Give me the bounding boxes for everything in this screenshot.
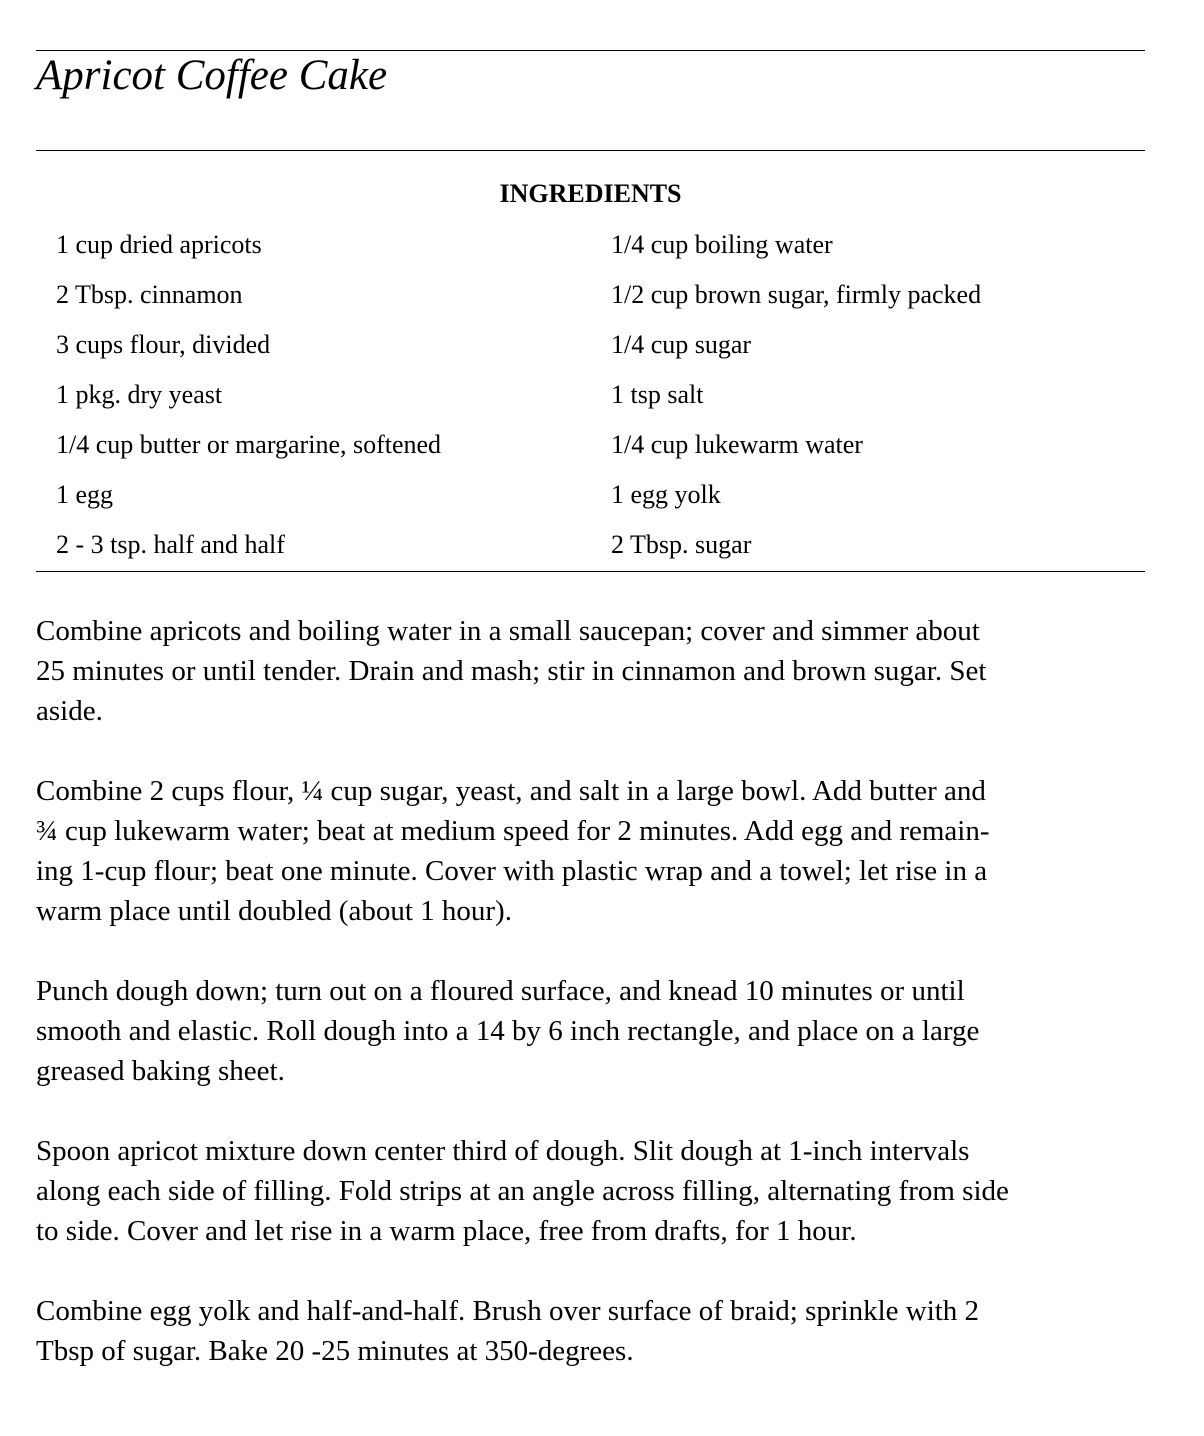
ingredient-item: 1/4 cup boiling water <box>611 230 833 259</box>
instruction-line: ing 1-cup flour; beat one minute. Cover with plastic wrap and a towel; let rise in a <box>36 855 988 887</box>
ingredient-item: 1/4 cup sugar <box>611 330 752 359</box>
instruction-line: Spoon apricot mixture down center third of dough. Slit dough at 1-inch intervals <box>36 1135 970 1167</box>
ingredient-item: 3 cups flour, divided <box>56 330 271 359</box>
instruction-line: smooth and elastic. Roll dough into a 14 by 6 inch rectangle, and place on a large <box>36 1015 980 1047</box>
ingredient-item: 1 pkg. dry yeast <box>56 380 223 409</box>
instruction-line: Tbsp of sugar. Bake 20 -25 minutes at 350-degrees. <box>36 1335 634 1367</box>
recipe-title: Apricot Coffee Cake <box>36 52 388 99</box>
instruction-line: Combine egg yolk and half-and-half. Brush over surface of braid; sprinkle with 2 <box>36 1295 980 1327</box>
ingredient-item: 2 Tbsp. cinnamon <box>56 280 243 309</box>
instructions <box>36 611 1145 1411</box>
ingredient-item: 1 cup dried apricots <box>56 230 262 259</box>
ingredients-top-rule <box>36 150 1145 151</box>
ingredient-item: 1/4 cup butter or margarine, softened <box>56 430 442 459</box>
instruction-line: along each side of filling. Fold strips at an angle across filling, alternating from side <box>36 1175 1009 1207</box>
ingredient-item: 1 egg <box>56 480 114 509</box>
ingredients-bottom-rule <box>36 571 1145 572</box>
instruction-line: warm place until doubled (about 1 hour). <box>36 895 512 927</box>
instruction-step-1 <box>36 611 1145 731</box>
instruction-line: Punch dough down; turn out on a floured surface, and knead 10 minutes or until <box>36 975 965 1007</box>
ingredients-heading: INGREDIENTS <box>499 179 682 208</box>
ingredient-item: 1/2 cup brown sugar, firmly packed <box>611 280 982 309</box>
ingredients-left-column <box>56 228 441 578</box>
ingredient-item: 2 - 3 tsp. half and half <box>56 530 285 559</box>
instruction-line: to side. Cover and let rise in a warm place, free from drafts, for 1 hour. <box>36 1215 857 1247</box>
instruction-step-3 <box>36 971 1145 1091</box>
instruction-line: Combine 2 cups flour, ¼ cup sugar, yeast, and salt in a large bowl. Add butter and <box>36 775 986 807</box>
ingredient-item: 2 Tbsp. sugar <box>611 530 752 559</box>
instruction-line: 25 minutes or until tender. Drain and mash; stir in cinnamon and brown sugar. Set <box>36 655 987 687</box>
ingredient-item: 1/4 cup lukewarm water <box>611 430 863 459</box>
instruction-step-4 <box>36 1131 1145 1251</box>
instruction-step-2 <box>36 771 1145 931</box>
ingredient-item: 1 tsp salt <box>611 380 704 409</box>
instruction-line: aside. <box>36 695 103 727</box>
instruction-line: greased baking sheet. <box>36 1055 285 1087</box>
instruction-step-5 <box>36 1291 1145 1371</box>
ingredient-item: 1 egg yolk <box>611 480 721 509</box>
instruction-line: Combine apricots and boiling water in a small saucepan; cover and simmer about <box>36 615 980 647</box>
instruction-line: ¾ cup lukewarm water; beat at medium speed for 2 minutes. Add egg and remain- <box>36 815 990 847</box>
ingredients-right-column <box>611 228 981 578</box>
